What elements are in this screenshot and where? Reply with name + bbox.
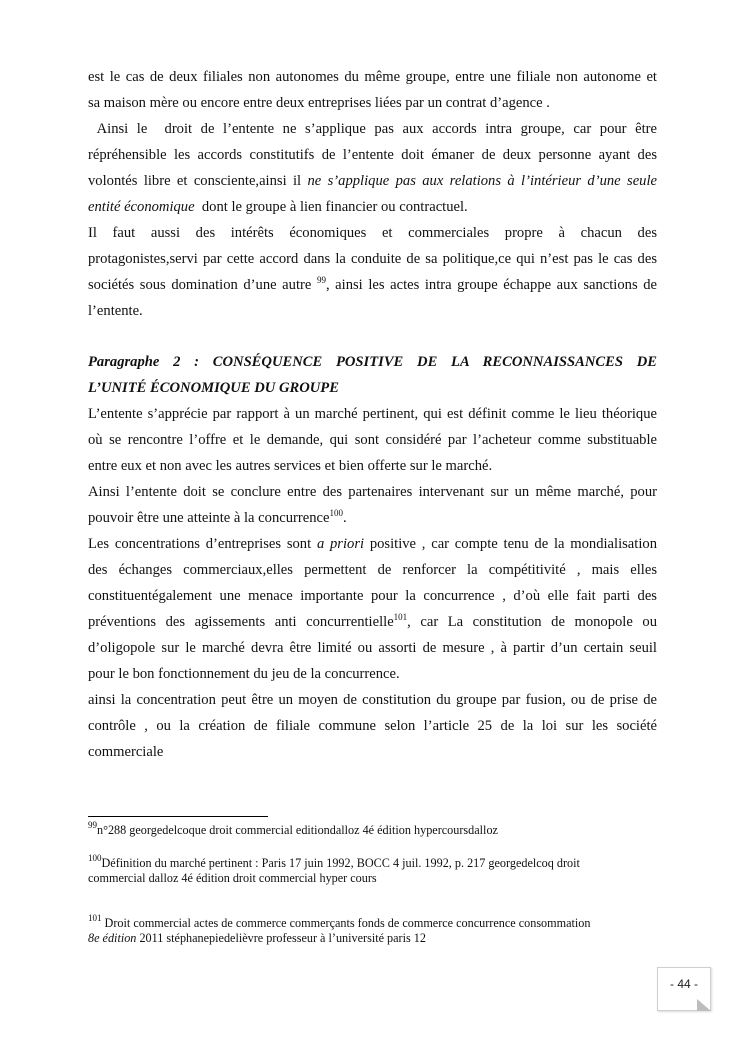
text-line: contrôle , ou la création de filiale commune selon l’article 25 de la loi sur les société — [88, 718, 657, 734]
text-line — [88, 509, 657, 527]
section-heading: Paragraphe 2 : CONSÉQUENCE POSITIVE DE LA RECONNAISSANCES DE — [88, 354, 657, 370]
footnote-99 — [88, 820, 663, 838]
text: sociétés sous domination d’une autre — [88, 277, 317, 293]
footnote-number: 99 — [88, 820, 97, 830]
text-line: commerciale — [88, 744, 164, 760]
text: Les concentrations d’entreprises sont — [88, 536, 317, 552]
footnote-number: 100 — [88, 853, 102, 863]
text: , car La constitution de monopole ou — [407, 614, 657, 630]
footnote-text: 2011 stéphanepiedelièvre professeur à l’université paris 12 — [136, 931, 426, 945]
italic-text: entité économique — [88, 199, 195, 215]
italic-text: a priori — [316, 536, 365, 552]
text-line: est le cas de deux filiales non autonomes du même groupe, entre une filiale non autonome et — [88, 69, 657, 85]
text-line: constituentégalement une menace importante pour la concurrence , d’où elle fait parti des — [88, 588, 657, 604]
text-line: des échanges commerciaux,elles permettent de renforcer la compétitivité , mais elles — [88, 562, 657, 578]
footnote-ref[interactable]: 101 — [393, 612, 408, 622]
footnote-text: Droit commercial actes de commerce commerçants fonds de commerce concurrence consommation — [101, 916, 591, 930]
footnote-text: n°288 georgedelcoque droit commercial editiondalloz 4é édition hypercoursdalloz — [97, 823, 498, 837]
page-number-box — [657, 967, 711, 1011]
footnote-text: commercial dalloz 4é édition droit commercial hyper cours — [88, 871, 377, 885]
text: , ainsi les actes intra groupe échappe aux sanctions de — [325, 277, 657, 293]
text-line — [88, 276, 657, 294]
text-line: répréhensible les accords constitutifs de l’entente doit émaner de deux personne ayant des — [88, 147, 657, 163]
text-line: protagonistes,servi par cette accord dans la conduite de sa politique,ce qui n’est pas le cas des — [88, 251, 657, 267]
text-line — [88, 198, 657, 216]
text-line: sa maison mère ou encore entre deux entreprises liées par un contrat d’agence . — [88, 95, 550, 111]
text: . — [342, 510, 347, 526]
text-line — [88, 535, 657, 553]
page-number: - 44 - — [669, 977, 698, 991]
footnote-text: Définition du marché pertinent : Paris 17 juin 1992, BOCC 4 juil. 1992, p. 217 georgedelcoq droit — [101, 856, 580, 870]
footnote-101 — [88, 913, 663, 946]
footnote-separator — [88, 816, 268, 817]
text: préventions des agissements anti concurrentielle — [88, 614, 394, 630]
footnote-ref[interactable]: 100 — [329, 508, 343, 518]
text: dont le groupe à lien financier ou contractuel. — [194, 199, 468, 215]
footnote-ref[interactable]: 99 — [316, 275, 326, 285]
section-heading: L’UNITÉ ÉCONOMIQUE DU GROUPE — [88, 380, 339, 396]
text-line: entre eux et non avec les autres services et bien offerte sur le marché. — [88, 458, 493, 474]
text-line: d’oligopole sur le marché devra être limité ou assorti de mesure , à partir d’un certain seuil — [88, 640, 657, 656]
text-line: l’entente. — [88, 303, 143, 319]
footnote-number: 101 — [88, 913, 102, 923]
text-line: Il faut aussi des intérêts économiques et commerciales propre à chacun des — [88, 225, 657, 241]
text-line: Ainsi l’entente doit se conclure entre des partenaires intervenant sur un même marché, pour — [88, 484, 657, 500]
text-line — [88, 613, 657, 631]
text-line: Ainsi le droit de l’entente ne s’applique pas aux accords intra groupe, car pour être — [88, 121, 657, 137]
text-line — [88, 172, 657, 190]
text-line: L’entente s’apprécie par rapport à un marché pertinent, qui est définit comme le lieu théorique — [88, 406, 657, 422]
text: volontés libre et consciente,ainsi il — [88, 173, 308, 189]
page-curl-icon — [697, 999, 711, 1011]
italic-text: ne s’applique pas aux relations à l’intérieur d’une seule — [307, 173, 657, 189]
footnote-italic: 8e édition — [88, 931, 137, 945]
text: pouvoir être une atteinte à la concurrence — [88, 510, 330, 526]
text-line: ainsi la concentration peut être un moyen de constitution du groupe par fusion, ou de prise de — [88, 692, 657, 708]
text: positive , car compte tenu de la mondialisation — [369, 536, 657, 552]
text-line: pour le bon fonctionnement du jeu de la concurrence. — [88, 666, 400, 682]
text-line: où se rencontre l’offre et le demande, qui sont considéré par l’acheteur comme substituable — [88, 432, 657, 448]
footnote-100 — [88, 853, 663, 886]
